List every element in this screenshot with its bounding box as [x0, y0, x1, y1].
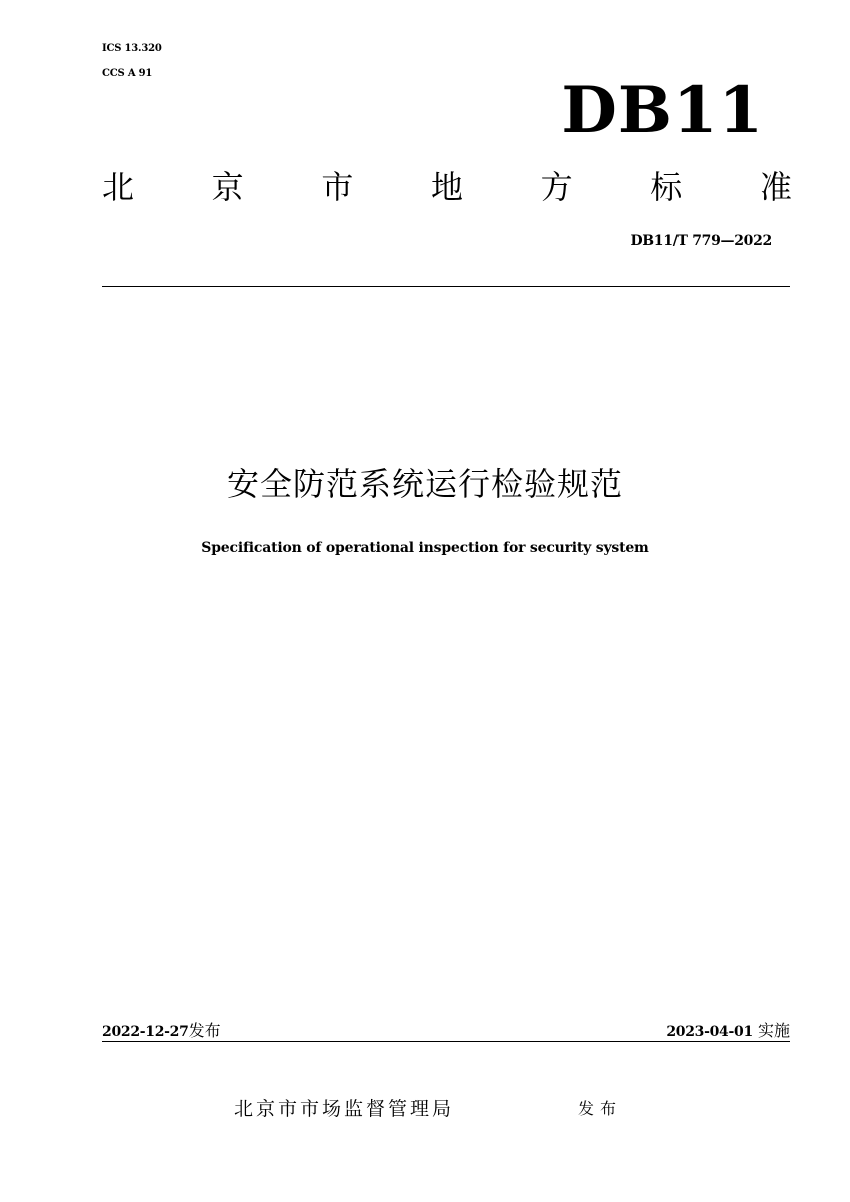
publisher-name: 北京市市场监督管理局	[234, 1098, 455, 1120]
header-divider	[102, 286, 790, 287]
implementation-date-block	[666, 1020, 790, 1043]
implementation-date: 2023-04-01	[666, 1024, 753, 1040]
footer-divider	[102, 1041, 790, 1042]
document-title-english: Specification of operational inspection for security system	[201, 540, 649, 556]
standard-type-char: 北	[102, 168, 135, 206]
issue-label: 发布	[188, 1021, 221, 1040]
standard-type-char: 准	[759, 168, 792, 206]
standard-type-char: 市	[321, 168, 354, 206]
issue-date-block	[102, 1020, 221, 1043]
publish-label: 发布	[578, 1099, 623, 1118]
ics-code: ICS 13.320	[102, 43, 162, 54]
standard-type-heading	[102, 164, 792, 210]
standard-type-char: 地	[430, 168, 463, 206]
standard-number: DB11/T 779—2022	[630, 233, 772, 249]
standard-type-char: 京	[211, 168, 244, 206]
document-title-chinese: 安全防范系统运行检验规范	[226, 465, 623, 503]
standard-type-char: 方	[540, 168, 573, 206]
db11-logo: DB11	[561, 73, 764, 148]
implementation-label: 实施	[757, 1021, 790, 1040]
standard-type-char: 标	[650, 168, 683, 206]
ccs-code: CCS A 91	[102, 68, 153, 79]
issue-date: 2022-12-27	[102, 1024, 189, 1040]
